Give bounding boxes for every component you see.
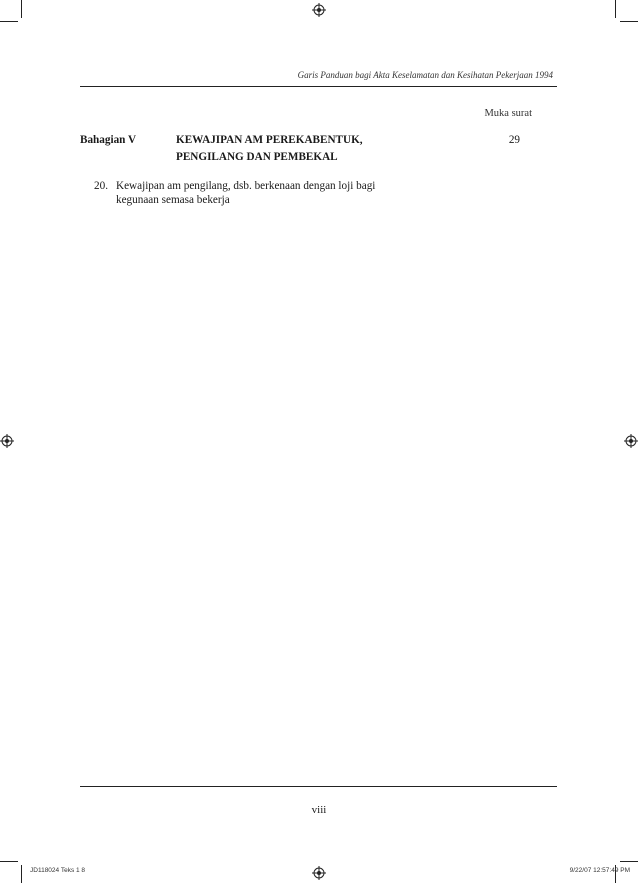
table-of-contents <box>80 0 520 883</box>
entry-text-line: kegunaan semasa bekerja <box>116 194 230 206</box>
running-header: Garis Panduan bagi Akta Keselamatan dan Kesihatan Pekerjaan 1994 <box>297 70 553 80</box>
registration-mark-icon <box>0 434 14 448</box>
part-page-number: 29 <box>508 134 520 146</box>
print-slug-right: 9/22/07 12:57:49 PM <box>569 867 630 874</box>
page-column-label: Muka surat <box>484 108 532 119</box>
crop-mark <box>21 865 22 883</box>
crop-mark <box>0 861 18 862</box>
crop-mark <box>0 21 18 22</box>
crop-mark <box>615 0 616 18</box>
crop-mark <box>620 861 638 862</box>
footer-rule <box>80 786 557 787</box>
entry-number: 20. <box>94 180 108 192</box>
part-title-line: KEWAJIPAN AM PEREKABENTUK, <box>176 134 363 146</box>
part-label: Bahagian V <box>80 134 137 146</box>
entry-text-line: Kewajipan am pengilang, dsb. berkenaan dengan loji bagi <box>116 180 376 192</box>
registration-mark-icon <box>624 434 638 448</box>
page-number: viii <box>311 804 327 816</box>
print-slug-left: JD118024 Teks 1 8 <box>30 867 86 874</box>
part-title-line: PENGILANG DAN PEMBEKAL <box>176 151 338 163</box>
crop-mark <box>21 0 22 18</box>
crop-mark <box>620 21 638 22</box>
